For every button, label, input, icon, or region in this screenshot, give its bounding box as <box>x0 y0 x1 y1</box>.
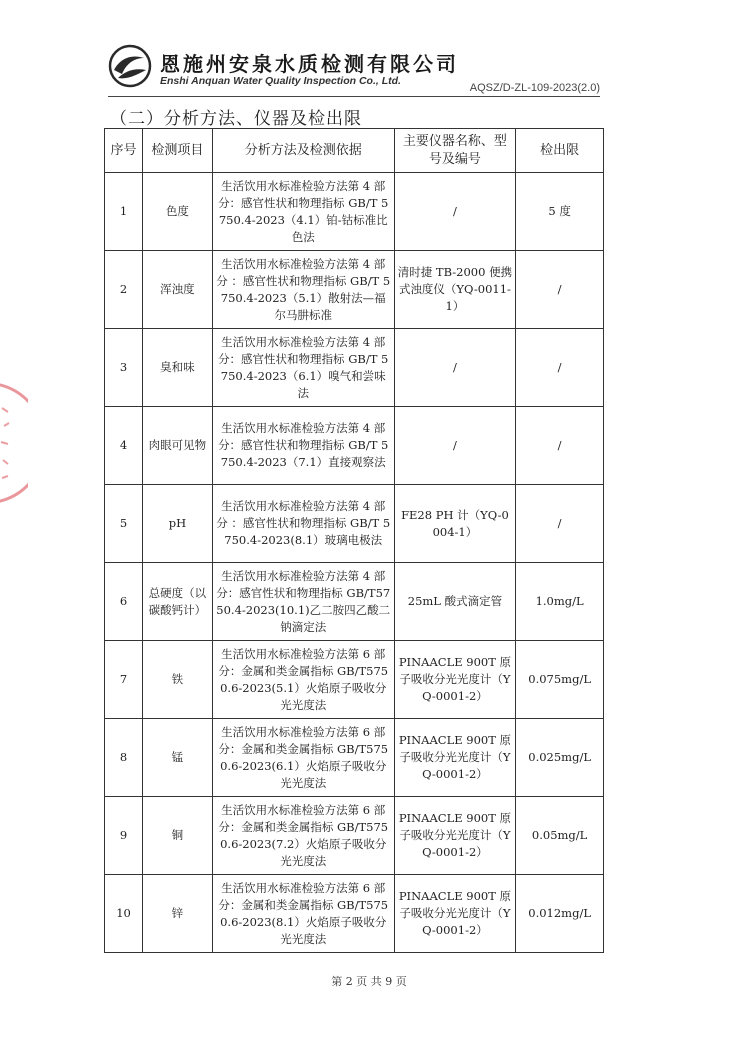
cell-method: 生活饮用水标准检验方法第 4 部分 ：感官性状和物理指标 GB/T 5750.4-2023（5.1）散射法—福尔马肼标准 <box>212 251 394 329</box>
seal-stamp-fragment <box>0 378 28 508</box>
cell-no: 6 <box>105 563 143 641</box>
cell-no: 7 <box>105 641 143 719</box>
cell-item: 总硬度（以碳酸钙计） <box>143 563 213 641</box>
table-row <box>105 875 604 953</box>
company-name-cn: 恩施州安泉水质检测有限公司 <box>160 52 459 76</box>
cell-limit: 5 度 <box>516 173 604 251</box>
cell-limit: 1.0mg/L <box>516 563 604 641</box>
cell-no: 8 <box>105 719 143 797</box>
header-limit: 检出限 <box>516 129 604 173</box>
table-row <box>105 173 604 251</box>
cell-method: 生活饮用水标准检验方法第 4 部分：感官性状和物理指标 GB/T 5750.4-2023（6.1）嗅气和尝味法 <box>212 329 394 407</box>
page-number: 第 2 页 共 9 页 <box>331 975 407 988</box>
document-code: AQSZ/D-ZL-109-2023(2.0) <box>469 82 600 94</box>
cell-item: 色度 <box>143 173 213 251</box>
table-row <box>105 407 604 485</box>
header-method: 分析方法及检测依据 <box>212 129 394 173</box>
cell-instrument: FE28 PH 计（YQ-0004-1） <box>394 485 516 563</box>
table-row <box>105 251 604 329</box>
cell-item: 臭和味 <box>143 329 213 407</box>
cell-item: 锰 <box>143 719 213 797</box>
cell-method: 生活饮用水标准检验方法第 6 部分：金属和类金属指标 GB/T5750.6-2023(6.1）火焰原子吸收分光光度法 <box>212 719 394 797</box>
cell-method: 生活饮用水标准检验方法第 4 部分：感官性状和物理指标 GB/T 5750.4-2023（7.1）直接观察法 <box>212 407 394 485</box>
cell-item: 肉眼可见物 <box>143 407 213 485</box>
cell-no: 2 <box>105 251 143 329</box>
cell-item: 锌 <box>143 875 213 953</box>
header-item: 检测项目 <box>143 129 213 173</box>
cell-no: 9 <box>105 797 143 875</box>
cell-instrument: 清时捷 TB-2000 便携式浊度仪（YQ-0011-1） <box>394 251 516 329</box>
cell-method: 生活饮用水标准检验方法第 6 部分：金属和类金属指标 GB/T5750.6-2023(5.1）火焰原子吸收分光光度法 <box>212 641 394 719</box>
cell-instrument: / <box>394 407 516 485</box>
cell-instrument: / <box>394 329 516 407</box>
header-divider <box>108 96 600 97</box>
cell-method: 生活饮用水标准检验方法第 6 部分：金属和类金属指标 GB/T5750.6-2023(8.1）火焰原子吸收分光光度法 <box>212 875 394 953</box>
table-header-row <box>105 129 604 173</box>
cell-no: 4 <box>105 407 143 485</box>
cell-instrument: / <box>394 173 516 251</box>
cell-limit: / <box>516 407 604 485</box>
cell-method: 生活饮用水标准检验方法第 4 部分 ：感官性状和物理指标 GB/T 5750.4-2023(8.1）玻璃电极法 <box>212 485 394 563</box>
company-logo-icon <box>108 44 152 88</box>
cell-item: 铁 <box>143 641 213 719</box>
cell-instrument: PINAACLE 900T 原子吸收分光光度计（YQ-0001-2） <box>394 797 516 875</box>
cell-method: 生活饮用水标准检验方法第 4 部分：感官性状和物理指标 GB/T5750.4-2023(10.1)乙二胺四乙酸二钠滴定法 <box>212 563 394 641</box>
table-row <box>105 563 604 641</box>
cell-limit: 0.025mg/L <box>516 719 604 797</box>
section-title: （二）分析方法、仪器及检出限 <box>110 109 362 129</box>
table-row <box>105 719 604 797</box>
table-row <box>105 329 604 407</box>
cell-item: 浑浊度 <box>143 251 213 329</box>
methods-table <box>104 128 604 953</box>
cell-limit: 0.05mg/L <box>516 797 604 875</box>
header-instrument: 主要仪器名称、型号及编号 <box>394 129 516 173</box>
cell-instrument: PINAACLE 900T 原子吸收分光光度计（YQ-0001-2） <box>394 641 516 719</box>
table-row <box>105 641 604 719</box>
cell-limit: / <box>516 251 604 329</box>
cell-limit: / <box>516 485 604 563</box>
cell-instrument: PINAACLE 900T 原子吸收分光光度计（YQ-0001-2） <box>394 719 516 797</box>
cell-instrument: PINAACLE 900T 原子吸收分光光度计（YQ-0001-2） <box>394 875 516 953</box>
company-name-en: Enshi Anquan Water Quality Inspection Co., Ltd. <box>160 75 401 87</box>
header-no: 序号 <box>105 129 143 173</box>
cell-limit: / <box>516 329 604 407</box>
cell-item: pH <box>143 485 213 563</box>
cell-item: 铜 <box>143 797 213 875</box>
cell-no: 1 <box>105 173 143 251</box>
cell-no: 5 <box>105 485 143 563</box>
cell-instrument: 25mL 酸式滴定管 <box>394 563 516 641</box>
table-row <box>105 797 604 875</box>
table-row <box>105 485 604 563</box>
cell-limit: 0.075mg/L <box>516 641 604 719</box>
cell-method: 生活饮用水标准检验方法第 6 部分：金属和类金属指标 GB/T5750.6-2023(7.2）火焰原子吸收分光光度法 <box>212 797 394 875</box>
cell-method: 生活饮用水标准检验方法第 4 部分：感官性状和物理指标 GB/T 5750.4-2023（4.1）铂-钴标准比色法 <box>212 173 394 251</box>
cell-limit: 0.012mg/L <box>516 875 604 953</box>
cell-no: 10 <box>105 875 143 953</box>
cell-no: 3 <box>105 329 143 407</box>
